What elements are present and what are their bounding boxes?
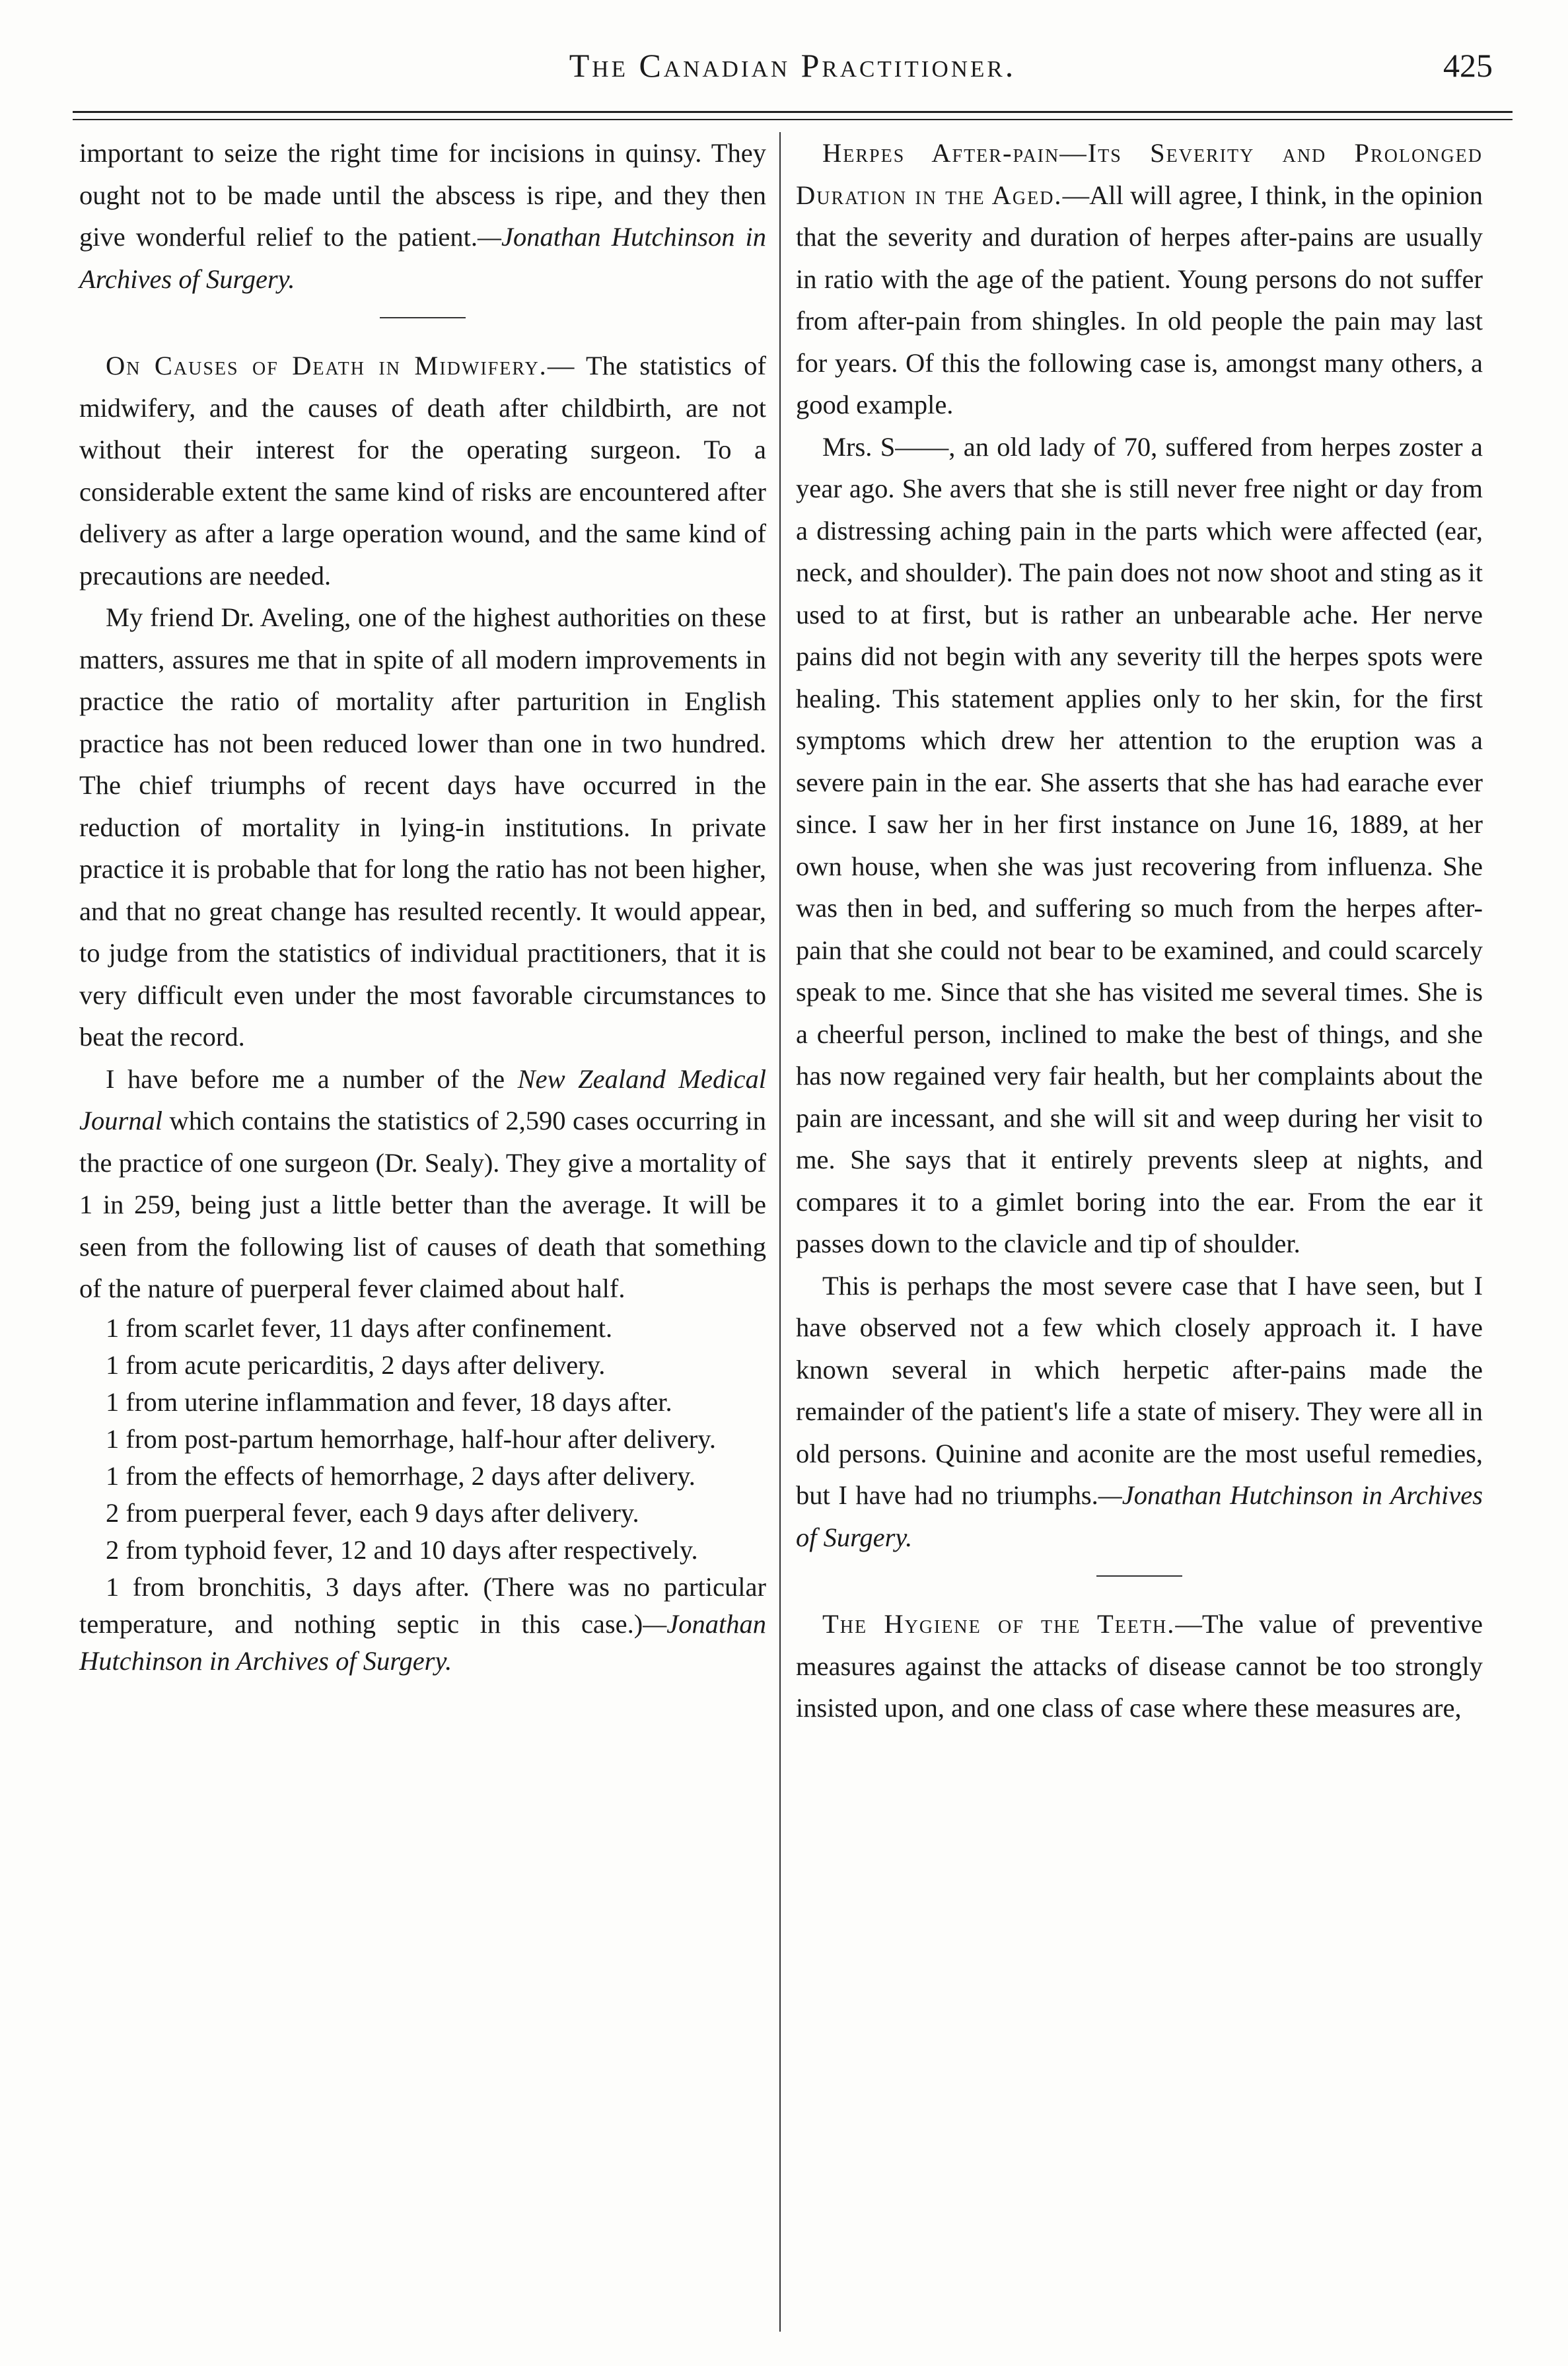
section-heading: On Causes of Death in Midwifery. [106,351,548,380]
list-item-text: 1 from bronchitis, 3 days after. (There was no particular temperature, and nothing septic in this case.) [79,1571,766,1639]
right-column [796,132,1483,1729]
section-separator [1096,1575,1182,1577]
paragraph [79,1058,766,1310]
paragraph: Mrs. S——, an old lady of 70, suffered from herpes zoster a year ago. She avers that she is still never free night or day from a distressing aching pain in the parts which were affected (ear, neck, and shoulder). The pain does not now shoot and sting as it used to at first, but is rather an unbearable ache. Her nerve pains did not begin with any severity till the herpes spots were healing. This statement applies only to her skin, for the first symptoms which drew her attention to the eruption was a severe pain in the ear. She asserts that she has had earache ever since. I saw her in her first instance on June 16, 1889, at her own house, when she was just recovering from influenza. She was then in bed, and suffering so much from the herpes after-pain that she could not bear to be examined, and could scarcely speak to me. Since that she has visited me several times. She is a cheerful person, inclined to make the best of things, and she has now regained very fair health, but her complaints about the pain are incessant, and she will sit and weep during her visit to me. She says that it entirely prevents sleep at nights, and compares it to a gimlet boring into the ear. From the ear it passes down to the clavicle and tip of shoulder. [796,431,1483,1258]
list-item: 1 from the effects of hemorrhage, 2 days after delivery. [106,1460,695,1491]
citation: —Jonathan Hutchinson in Archives of Surgery. [796,1480,1483,1552]
header-rule-top [73,111,1513,113]
section-separator [380,317,466,318]
section-heading: Herpes After-pain—Its Severity and Prolonged Duration in the Aged. [796,138,1483,210]
citation: —Jonathan Hutchinson in Archives of Surgery. [79,222,767,294]
page-header [73,46,1513,106]
list-item: 2 from puerperal fever, each 9 days after delivery. [106,1497,639,1528]
paragraph-text: important to seize the right time for incisions in quinsy. They ought not to be made until the abscess is ripe, and they then give wonderful relief to the patient. [79,138,766,252]
list-item: 1 from scarlet fever, 11 days after confinement. [106,1312,613,1343]
paragraph-text: — The statistics of midwifery, and the causes of death after childbirth, are not without their interest for the operating surgeon. To a considerable extent the same kind of risks are encountered after delivery as after a large operation wound, and the same kind of precautions are needed. [79,351,767,591]
list-item [79,1569,766,1680]
paragraph-text: I have before me a number of the [106,1063,518,1094]
list-item: 2 from typhoid fever, 12 and 10 days after respectively. [106,1534,698,1565]
list-item: 1 from uterine inflammation and fever, 18 days after. [106,1386,672,1417]
section-heading: The Hygiene of the Teeth. [822,1609,1176,1639]
paragraph-text: —The value of preventive measures against the attacks of disease cannot be too strongly insisted upon, and one class of case where these measures are, [796,1609,1483,1723]
paragraph-text: This is perhaps the most severe case that I have seen, but I have observed not a few which closely approach it. I have known several in which herpetic after-pains made the remainder of the patient's life a state of misery. They were all in old persons. Quinine and aconite are the most useful remedies, but I have had no triumphs. [796,1270,1483,1510]
list-item: 1 from post-partum hemorrhage, half-hour after delivery. [106,1423,717,1454]
header-rule-bottom [73,119,1513,120]
journal-title: New Zealand Medical Journal [79,1063,767,1135]
paragraph-text: which contains the statistics of 2,590 cases occurring in the practice of one surgeon (Dr. Sealy). They give a mortality of 1 in 259, being just a little better than the average. It will be seen from the following list of causes of death that something of the nature of puerperal fever claimed about half. [79,1106,766,1303]
citation: —Jonathan Hutchinson in Archives of Surgery. [79,1608,766,1676]
page-number: 425 [1443,47,1493,84]
paragraph [796,1265,1483,1559]
column-divider [779,132,781,2332]
paragraph [79,345,766,596]
list-item: 1 from acute pericarditis, 2 days after delivery. [106,1349,606,1380]
paragraph [796,1603,1483,1729]
paragraph: My friend Dr. Aveling, one of the highest authorities on these matters, assures me that in spite of all modern improvements in practice the ratio of mortality after parturition in English practice has not been reduced lower than one in two hundred. The chief triumphs of recent days have occurred in the reduction of mortality in lying-in institutions. In private practice it is probable that for long the ratio has not been higher, and that no great change has resulted recently. It would appear, to judge from the statistics of individual practitioners, that it is very difficult even under the most favorable circumstances to beat the record. [79,602,766,1052]
running-title: The Canadian Practitioner. [569,47,1016,84]
paragraph-text: —All will agree, I think, in the opinion that the severity and duration of herpes after-pains are usually in ratio with the age of the patient. Young persons do not suffer from after-pain from shingles. In old people the pain may last for years. Of this the following case is, amongst many others, a good example. [796,180,1483,419]
left-column [79,132,766,1680]
causes-of-death-list [79,1310,766,1680]
paragraph [79,132,766,300]
paragraph [796,132,1483,426]
